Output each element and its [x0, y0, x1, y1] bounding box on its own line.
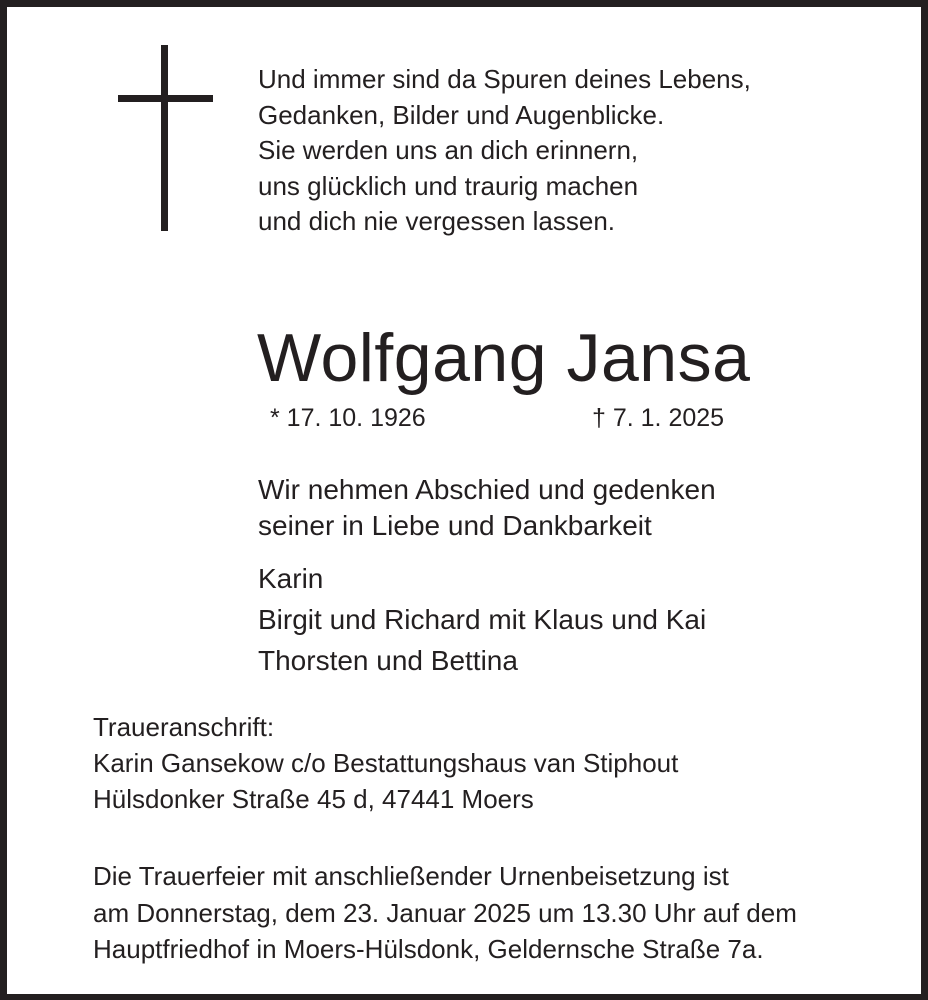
farewell-text [258, 472, 716, 544]
mourner-line: Karin [258, 563, 324, 594]
deceased-name: Wolfgang Jansa [257, 320, 751, 396]
service-line: Die Trauerfeier mit anschließender Urnenbeisetzung ist [93, 861, 729, 891]
poem-line: Sie werden uns an dich erinnern, [258, 135, 639, 165]
death-date: † 7. 1. 2025 [592, 404, 725, 432]
address-heading: Traueranschrift: [93, 712, 275, 742]
memorial-poem [258, 62, 858, 240]
mourners-list [258, 558, 706, 681]
birth-date: * 17. 10. 1926 [270, 404, 426, 432]
service-line: am Donnerstag, dem 23. Januar 2025 um 13.30 Uhr auf dem [93, 897, 797, 928]
mourner-line: Birgit und Richard mit Klaus und Kai [258, 604, 707, 635]
farewell-line: Wir nehmen Abschied und gedenken [258, 474, 716, 505]
poem-line: Und immer sind da Spuren deines Lebens, [258, 64, 751, 94]
poem-line: und dich nie vergessen lassen. [258, 206, 616, 236]
mourning-address [93, 709, 678, 817]
poem-line: Gedanken, Bilder und Augenblicke. [258, 99, 665, 130]
address-line: Karin Gansekow c/o Bestattungshaus van Stiphout [93, 748, 679, 778]
address-line: Hülsdonker Straße 45 d, 47441 Moers [93, 784, 534, 814]
farewell-line: seiner in Liebe und Dankbarkeit [258, 510, 652, 541]
mourner-line: Thorsten und Bettina [258, 645, 518, 676]
cross-vertical-bar [161, 45, 168, 231]
cross-horizontal-bar [118, 95, 213, 102]
poem-line: uns glücklich und traurig machen [258, 170, 639, 201]
funeral-service-info [93, 858, 797, 968]
service-line: Hauptfriedhof in Moers-Hülsdonk, Geldernsche Straße 7a. [93, 934, 764, 964]
